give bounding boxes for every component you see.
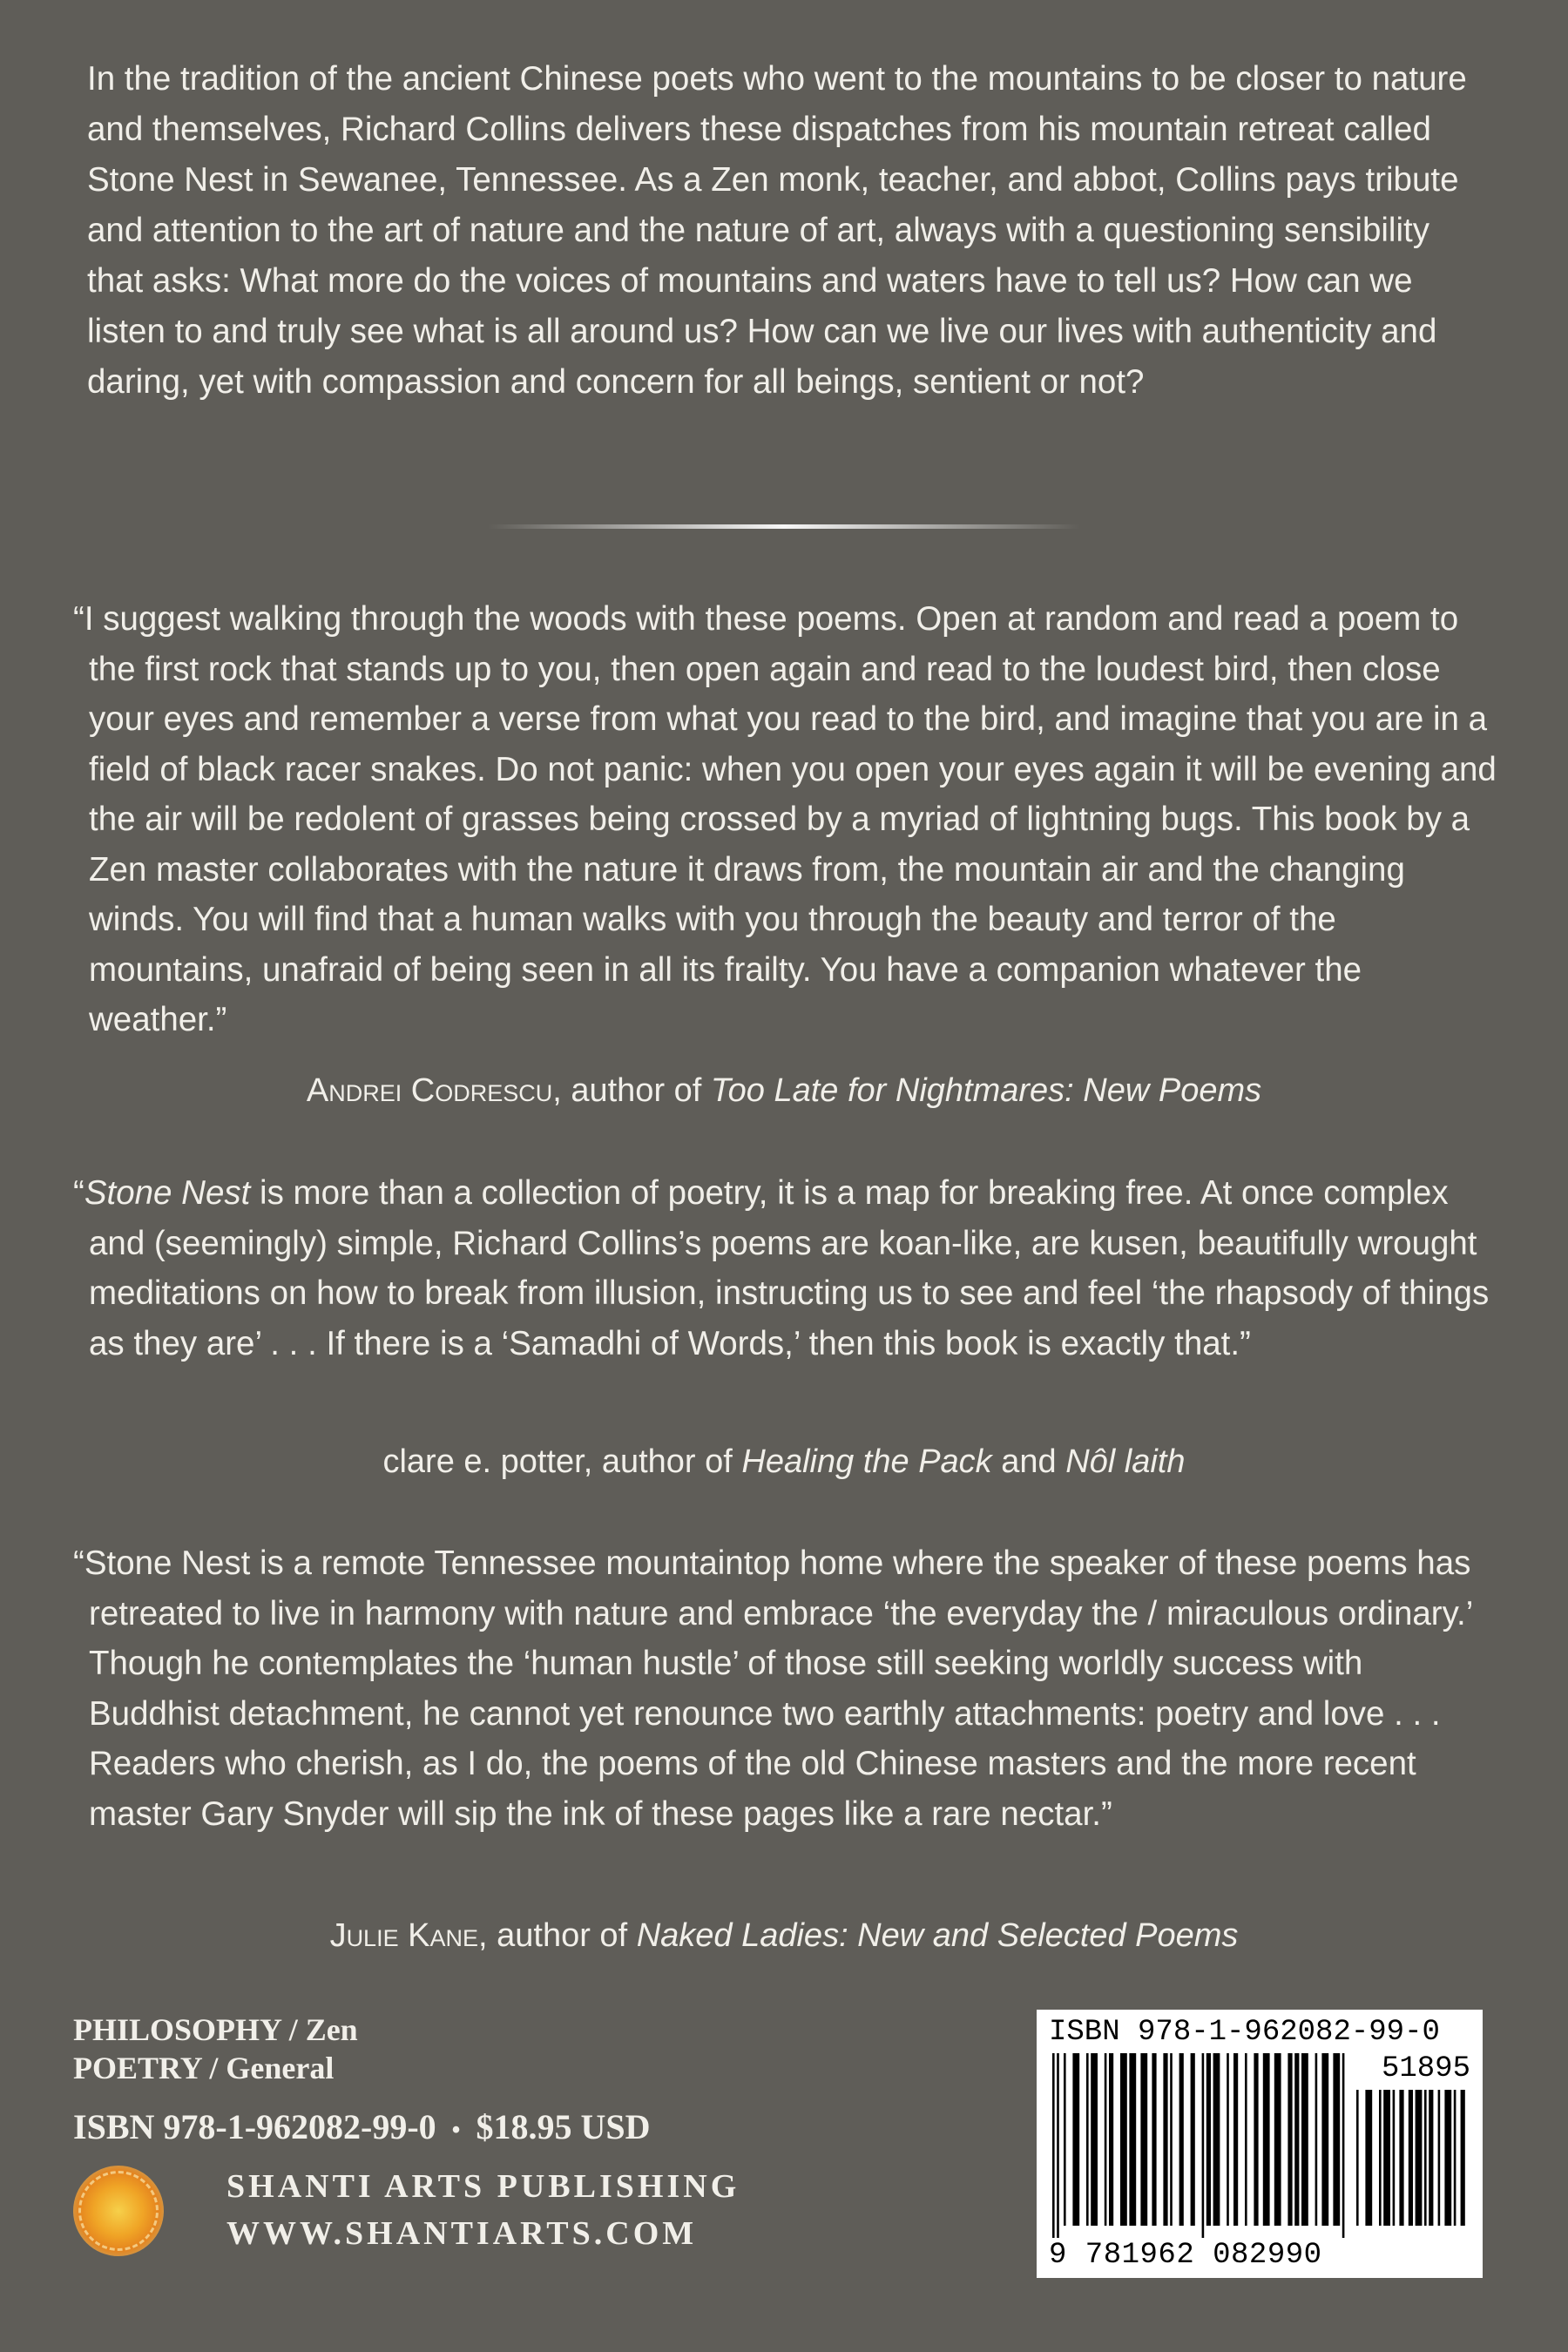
barcode-bar — [1274, 2053, 1281, 2226]
attribution-connector-and: and — [991, 1443, 1066, 1480]
endorser-work-title: Naked Ladies: New and Selected Poems — [636, 1917, 1239, 1954]
category-poetry: POETRY / General — [73, 2051, 335, 2085]
publisher-name: SHANTI ARTS PUBLISHING — [226, 2168, 740, 2205]
attribution-connector: , author of — [552, 1072, 711, 1109]
endorser-work-title: Too Late for Nightmares: New Poems — [710, 1072, 1262, 1109]
barcode-bar — [1409, 2090, 1413, 2226]
barcode-bar — [1294, 2053, 1299, 2226]
barcode-bar — [1454, 2090, 1456, 2226]
barcode-bar — [1140, 2053, 1147, 2226]
barcode-bar — [1416, 2090, 1423, 2226]
barcode-bar — [1315, 2053, 1318, 2226]
endorsement-attribution-2 — [0, 1441, 1568, 1483]
isbn-barcode — [1037, 2010, 1483, 2278]
barcode-bar — [1120, 2053, 1127, 2226]
barcode-bar — [1393, 2090, 1396, 2226]
barcode-bar — [1105, 2053, 1107, 2226]
barcode-bar — [1202, 2053, 1205, 2238]
quote-body: is more than a collection of poetry, it is a map for breaking free. At once complex and (seemingly) simple, Richard Collins’s poems are koan-like, are kusen, beautifully wrought meditations on how to break from illusion, instructing us to see and feel ‘the rhapsody of things as they are’ . . . If there is a ‘Samadhi of Words,’ then this book is exactly that.” — [89, 1174, 1490, 1362]
endorsement-quote-3: “Stone Nest is a remote Tennessee mountaintop home where the speaker of these poems has retreated to live in harmony with nature and embrace ‘the everyday the / miraculous ordinary.’ Though he contemplates the ‘human hustle’ of those still seeking worldly success with Buddhist detachment, he cannot yet renounce two earthly attachments: poetry and love . . . Readers who cherish, as I do, the poems of the old Chinese masters and the more recent master Gary Snyder will sip the ink of these pages like a rare nectar.” — [73, 1544, 1472, 1833]
open-quote-mark: “ — [73, 1174, 84, 1212]
barcode-bar — [1064, 2053, 1066, 2226]
barcode-bar — [1444, 2090, 1451, 2226]
barcode-bar — [1233, 2053, 1238, 2226]
book-description: In the tradition of the ancient Chinese poets who went to the mountains to be closer to nature and themselves, Richard Collins delivers these dispatches from his mountain retreat called Stone Nest in Sewanee, Tennessee. As a Zen monk, teacher, and abbot, Collins pays tribute and attention to the art of nature and the nature of art, always with a questioning sensibility that asks: What more do the voices of mountains and waters have to tell us? How can we listen to and truly see what is all around us? How can we live our lives with authenticity and daring, yet with compassion and concern for all beings, sentient or not? — [87, 60, 1467, 401]
barcode-bars — [1052, 2053, 1348, 2238]
barcode-bar — [1288, 2053, 1292, 2226]
barcode-bar — [1424, 2090, 1427, 2226]
barcode-addon-bars — [1356, 2090, 1470, 2238]
barcode-isbn-label: ISBN 978-1-962082-99-0 — [1049, 2016, 1440, 2049]
barcode-bar — [1129, 2053, 1136, 2226]
barcode-bar — [1213, 2053, 1220, 2226]
section-divider — [488, 524, 1080, 529]
barcode-bar — [1342, 2053, 1345, 2238]
barcode-bar — [1321, 2053, 1328, 2226]
endorsement-quote-2 — [73, 1168, 1497, 1369]
barcode-bar — [1461, 2090, 1465, 2226]
barcode-bar — [1191, 2053, 1195, 2226]
sun-logo-ring — [78, 2171, 159, 2251]
barcode-bar — [1365, 2090, 1372, 2226]
barcode-bar — [1109, 2053, 1113, 2226]
attribution-connector: , author of — [583, 1443, 742, 1480]
book-metadata — [73, 2011, 651, 2152]
endorsement-quote-1: “I suggest walking through the woods with these poems. Open at random and read a poem to the first rock that stands up to you, then open again and read to the loudest bird, then close your eyes and remember a verse from what you read to the bird, and imagine that you are in a field of black racer snakes. Do not panic: when you open your eyes again it will be evening and the air will be redolent of grasses being crossed by a myriad of lightning bugs. This book by a Zen master collaborates with the nature it draws from, the mountain air and the changing winds. You will find that a human walks with you through the beauty and terror of the mountains, unafraid of being seen in all its frailty. You have a companion whatever the weather.” — [73, 600, 1497, 1038]
barcode-bar — [1170, 2053, 1173, 2226]
endorser-work-title-2: Nôl laith — [1065, 1443, 1186, 1480]
price-text: $18.95 USD — [476, 2107, 651, 2146]
isbn-text: ISBN 978-1-962082-99-0 — [73, 2107, 436, 2146]
quoted-book-title: Stone Nest — [84, 1174, 251, 1212]
barcode-bar — [1254, 2053, 1258, 2226]
endorser-work-title: Healing the Pack — [741, 1443, 992, 1480]
barcode-bar — [1091, 2053, 1098, 2226]
barcode-bar — [1152, 2053, 1156, 2226]
barcode-bar — [1179, 2053, 1184, 2226]
barcode-bar — [1052, 2053, 1055, 2238]
publisher-website: WWW.SHANTIARTS.COM — [226, 2215, 698, 2252]
isbn-price-line — [73, 2106, 651, 2152]
endorsement-attribution-1 — [0, 1070, 1568, 1112]
barcode-bar — [1163, 2053, 1167, 2226]
endorser-name: clare e. potter — [382, 1443, 584, 1480]
attribution-connector: , author of — [478, 1917, 637, 1954]
barcode-bar — [1245, 2053, 1247, 2226]
barcode-bar — [1356, 2090, 1359, 2226]
barcode-bar — [1429, 2090, 1433, 2226]
barcode-addon-digits: 51895 — [1381, 2052, 1470, 2085]
barcode-bar — [1379, 2090, 1382, 2226]
endorser-name: Andrei Codrescu — [306, 1072, 553, 1109]
barcode-bar — [1333, 2053, 1340, 2226]
barcode-bar — [1438, 2090, 1441, 2226]
barcode-bar — [1301, 2053, 1308, 2226]
endorsement-attribution-3 — [0, 1915, 1568, 1957]
barcode-bar — [1399, 2090, 1403, 2226]
barcode-bar — [1072, 2053, 1079, 2226]
bullet-separator: • — [451, 2116, 461, 2144]
barcode-digits: 9 781962 082990 — [1049, 2239, 1322, 2272]
barcode-bar — [1206, 2053, 1211, 2226]
barcode-bar — [1086, 2053, 1089, 2226]
barcode-bar — [1227, 2053, 1229, 2226]
barcode-bar — [1057, 2053, 1059, 2238]
endorser-name: Julie Kane — [329, 1917, 479, 1954]
barcode-bar — [1383, 2090, 1390, 2226]
category-philosophy: PHILOSOPHY / Zen — [73, 2012, 358, 2047]
barcode-bar — [1263, 2053, 1270, 2226]
